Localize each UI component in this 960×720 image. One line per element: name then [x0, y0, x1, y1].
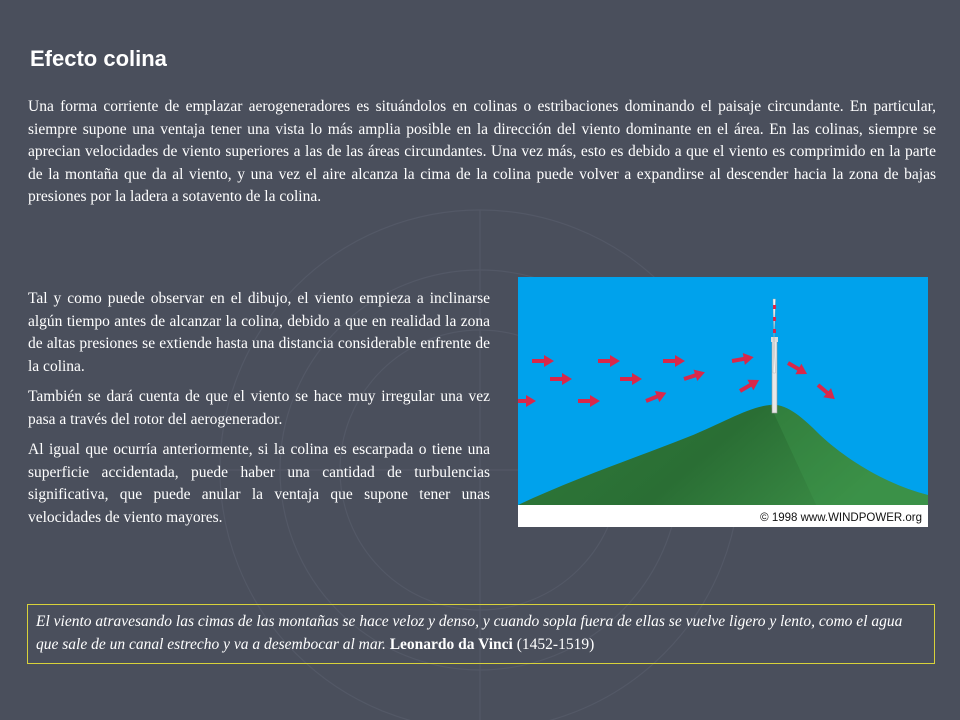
paragraph-rotor-turbulence: También se dará cuenta de que el viento se hace muy irregular una vez pasa a través del rotor del aerogenerador. — [28, 388, 490, 428]
page-title: Efecto colina — [30, 46, 167, 71]
hill-effect-figure — [518, 277, 928, 527]
leonardo-quote — [27, 604, 935, 664]
paragraph-steep-hill: Al igual que ocurría anteriormente, si la colina es escarpada o tiene una superficie accidentada, puede haber una cantidad de turbulencias significativa, que puede anular la ventaja que supone tener unas velocidades de viento mayores. — [28, 441, 490, 526]
intro-paragraph: Una forma corriente de emplazar aerogeneradores es situándolos en colinas o estribaciones dominando el paisaje circundante. En particular, siempre supone una ventaja tener una vista lo más amplia posible en la dirección del viento dominante en el área. En las colinas, siempre se aprecian velocidades de viento superiores a las de las áreas circundantes. Una vez más, esto es debido a que el viento es comprimido en la parte de la montaña que da al viento, y una vez el aire alcanza la cima de la colina puede volver a expandirse al descender hacia la zona de bajas presiones por la ladera a sotavento de la colina. — [28, 98, 936, 205]
quote-text: El viento atravesando las cimas de las montañas se hace veloz y denso, y cuando sopla fuera de ellas se vuelve ligero y lento, como el agua que sale de un canal estrecho y va a desembocar al mar. — [36, 613, 903, 653]
paragraph-wind-inclination: Tal y como puede observar en el dibujo, el viento empieza a inclinarse algún tiempo antes de alcanzar la colina, debido a que en realidad la zona de altas presiones se extiende hasta una distancia considerable enfrente de la colina. — [28, 290, 490, 375]
hill-illustration — [518, 277, 928, 527]
figure-caption: © 1998 www.WINDPOWER.org — [760, 512, 922, 524]
quote-years: (1452-1519) — [516, 636, 595, 653]
explanation-text — [28, 288, 490, 537]
quote-author: Leonardo da Vinci — [389, 636, 513, 653]
